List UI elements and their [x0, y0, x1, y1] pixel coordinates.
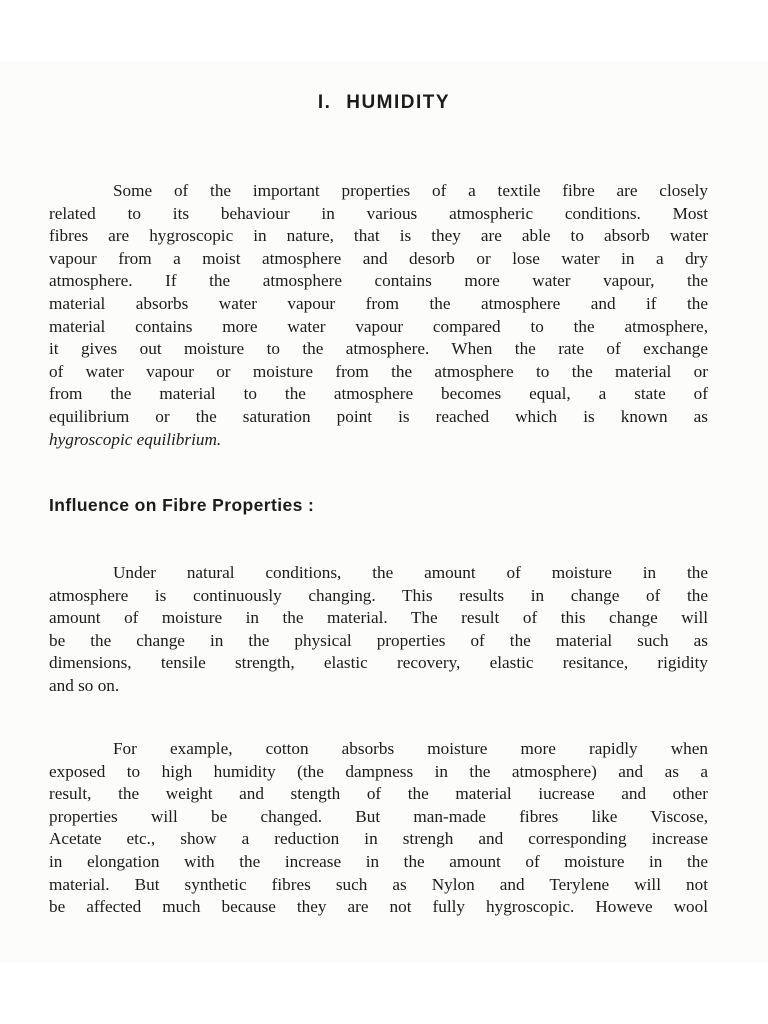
text-line: of water vapour or moisture from the atmosphere to the material or: [49, 361, 708, 381]
text-line: equilibrium or the saturation point is reached which is known as: [49, 406, 708, 426]
text-line: related to its behaviour in various atmospheric conditions. Most: [49, 203, 708, 223]
text-line: For example, cotton absorbs moisture more rapidly when: [113, 739, 708, 758]
text-line: material absorbs water vapour from the atmosphere and if the: [49, 293, 708, 313]
text-line: exposed to high humidity (the dampness in the atmosphere) and as a: [49, 761, 708, 781]
text-line: result, the weight and stength of the material iucrease and other: [49, 784, 708, 804]
text-line: vapour from a moist atmosphere and desorb or lose water in a dry: [49, 248, 708, 268]
text-line: it gives out moisture to the atmosphere. When the rate of exchange: [49, 339, 708, 359]
text-line: properties will be changed. But man-made fibres like Viscose,: [49, 806, 708, 826]
text-line: and so on.: [49, 675, 120, 695]
text-line: be the change in the physical properties of the material such as: [49, 630, 708, 650]
text-line: atmosphere is continuously changing. This results in change of the: [49, 585, 708, 605]
text-line: fibres are hygroscopic in nature, that is they are able to absorb water: [49, 226, 708, 246]
text-line: from the material to the atmosphere becomes equal, a state of: [49, 384, 708, 404]
paragraph-natural-conditions: [49, 562, 708, 698]
term-hygroscopic-equilibrium: hygroscopic equilibrium.: [49, 429, 222, 449]
paragraph-intro: [49, 180, 708, 451]
document-page: [0, 62, 768, 962]
page-title: I. HUMIDITY: [317, 92, 451, 113]
text-line: Under natural conditions, the amount of moisture in the: [113, 563, 708, 582]
text-line: atmosphere. If the atmosphere contains more water vapour, the: [49, 271, 708, 291]
text-line: Some of the important properties of a textile fibre are closely: [113, 181, 708, 200]
text-line: Acetate etc., show a reduction in strengh and corresponding increase: [49, 829, 708, 849]
text-line: material. But synthetic fibres such as Nylon and Terylene will not: [49, 874, 708, 894]
text-line: amount of moisture in the material. The result of this change will: [49, 608, 708, 628]
text-line: in elongation with the increase in the amount of moisture in the: [49, 851, 708, 871]
text-line: material contains more water vapour compared to the atmosphere,: [49, 316, 708, 336]
section-heading: Influence on Fibre Properties :: [49, 495, 315, 515]
text-line: dimensions, tensile strength, elastic recovery, elastic resitance, rigidity: [49, 653, 708, 673]
paragraph-example: [49, 738, 708, 919]
text-line: be affected much because they are not fully hygroscopic. Howeve wool: [49, 897, 708, 917]
